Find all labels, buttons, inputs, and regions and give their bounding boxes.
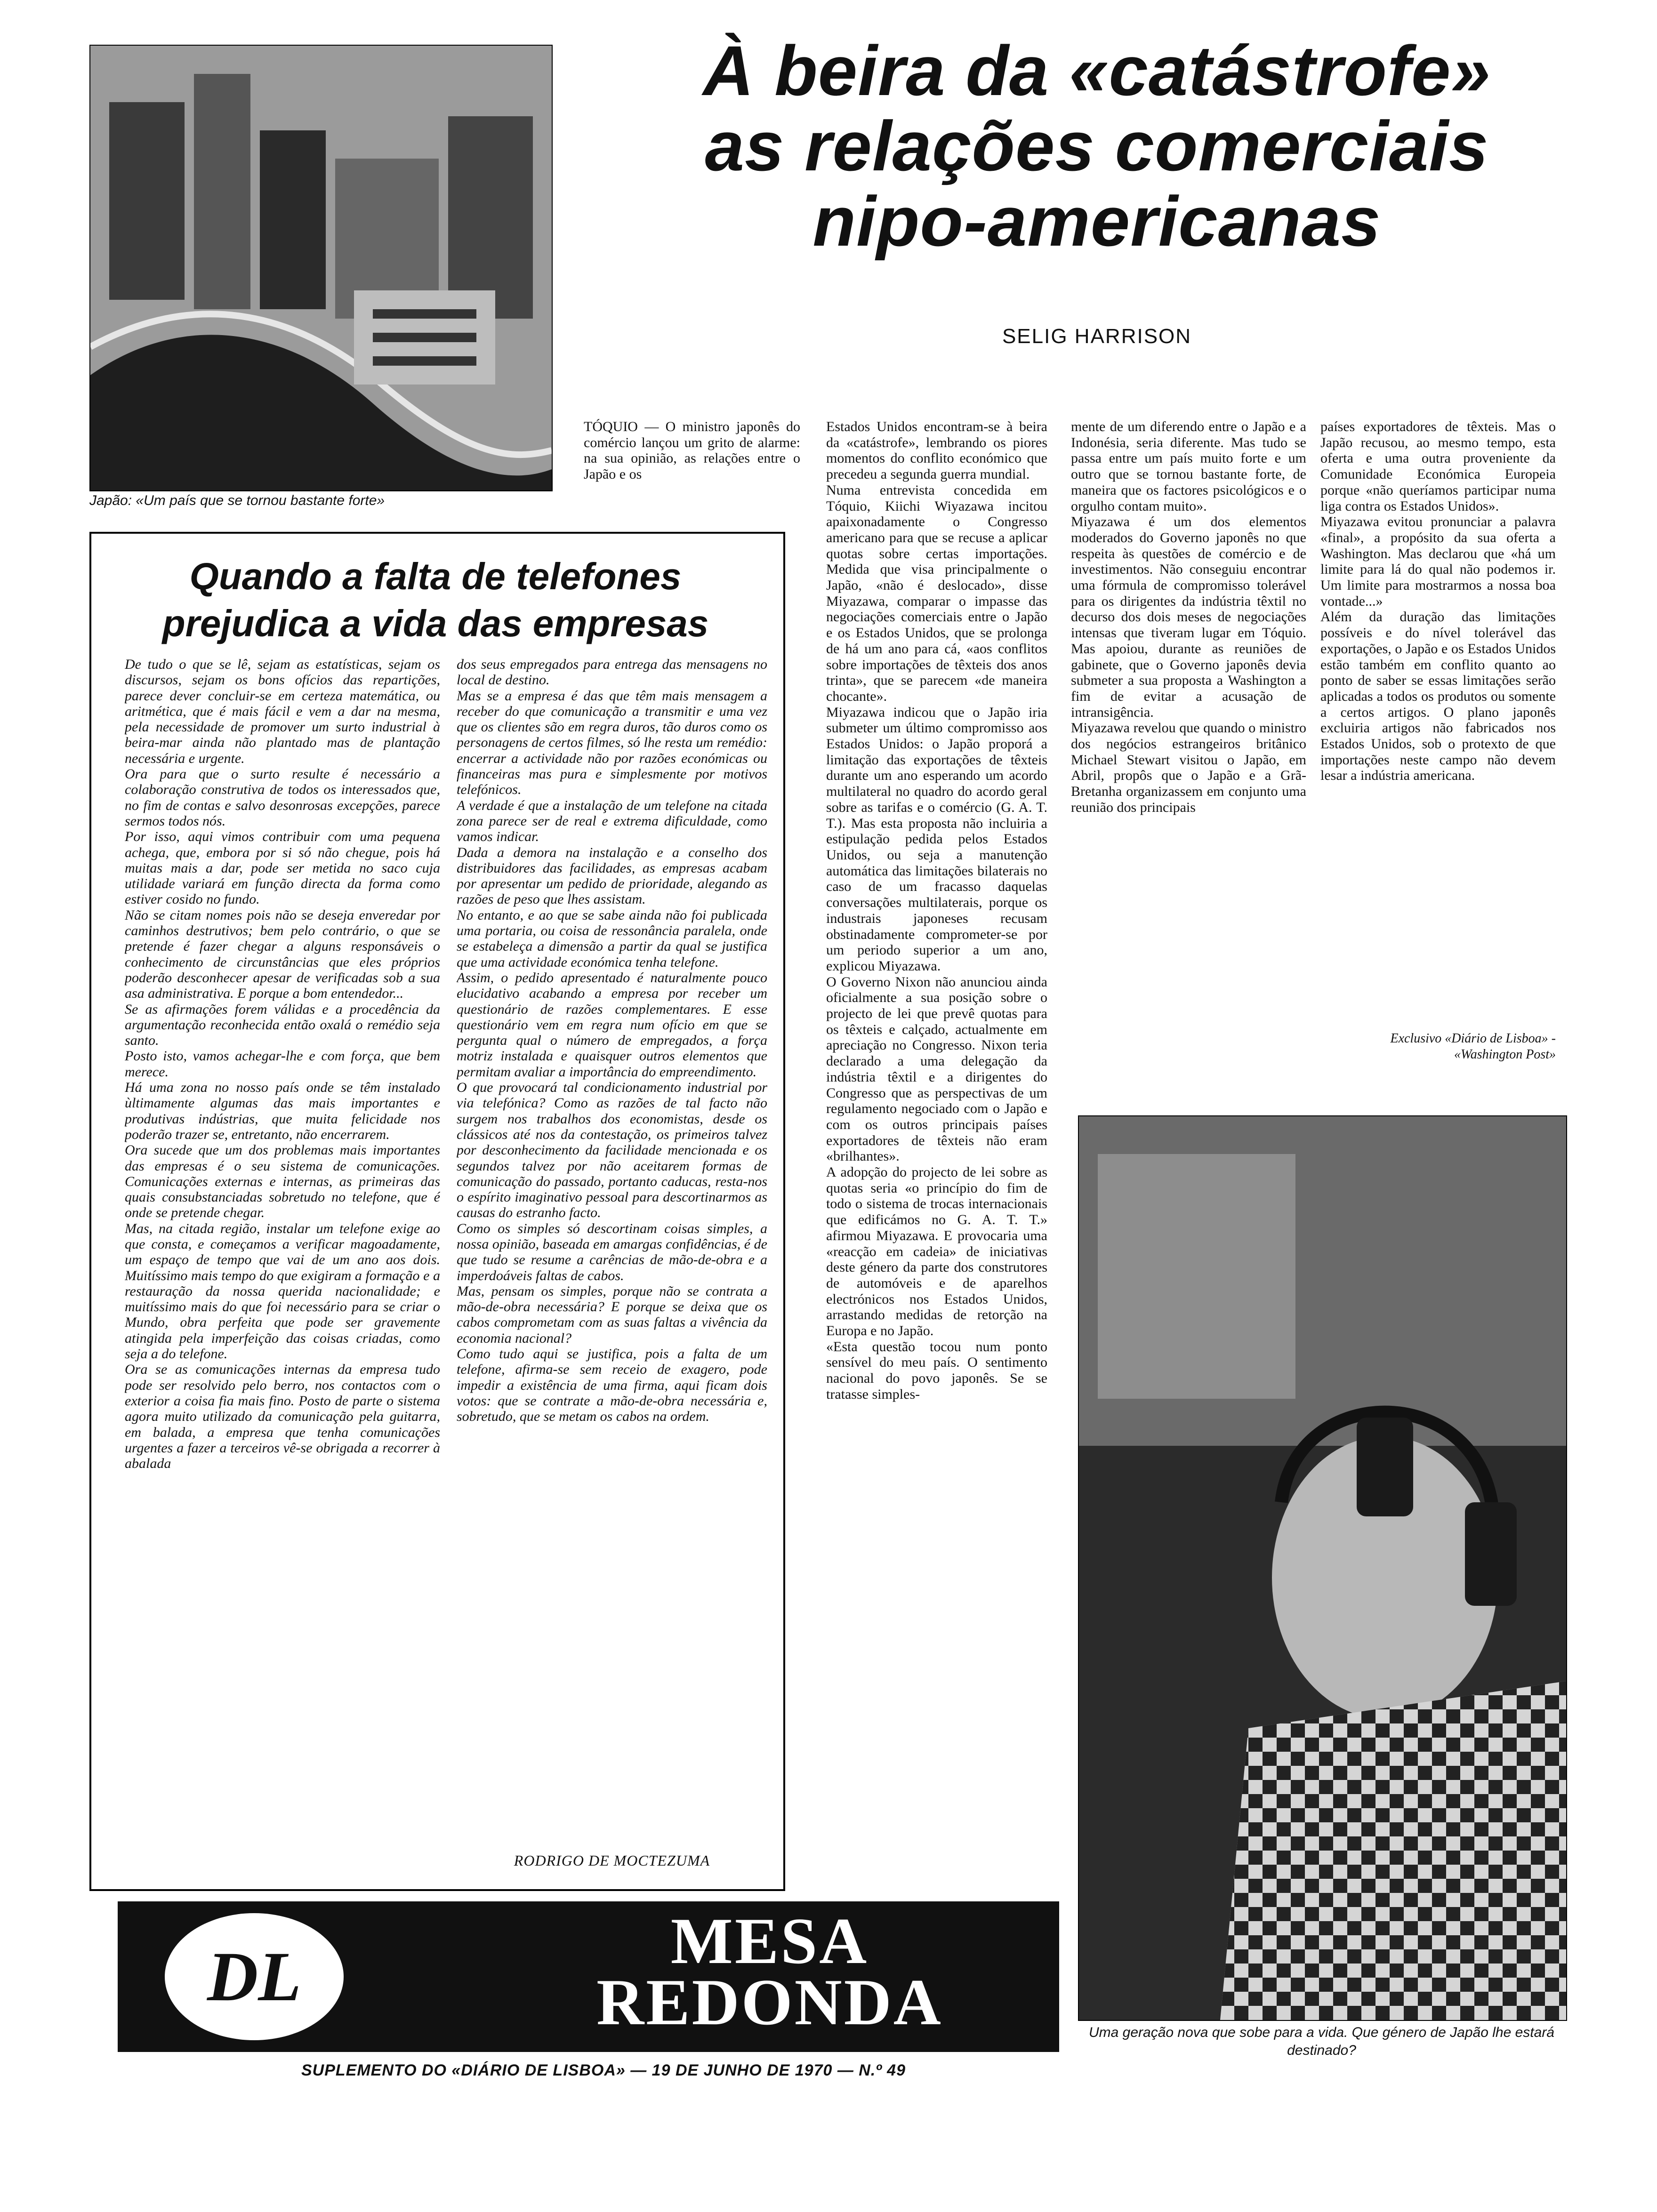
box-article-signature: RODRIGO DE MOCTEZUMA bbox=[514, 1852, 710, 1869]
supplement-footer: SUPLEMENTO DO «DIÁRIO DE LISBOA» — 19 DE JUNHO DE 1970 — N.º 49 bbox=[301, 2061, 906, 2079]
masthead-title-line-2: REDONDA bbox=[596, 1966, 943, 2039]
box-title-line-2: prejudica a vida das empresas bbox=[162, 602, 709, 644]
main-article-col-3: mente de um diferendo entre o Japão e a Indonésia, seria diferente. Mas tudo se passa entre um país muito forte e um outro que se tornou bastante forte, de maneira que os factores psicológicos e o orgulho contam muito». Miyazawa é um dos elementos moderados do Governo japonês no que respeita às questões de comércio e de investimentos. Não conseguiu encontrar uma fórmula de compromisso tolerável para os dirigentes da indústria têxtil no decurso dos dois meses de negociações intensas que tiveram lugar em Tóquio. Mas apoiou, durante as reuniões de gabinete, que o Governo japonês devia submeter a sua proposta a Washington a fim de evitar a acusação de intransigência. Miyazawa revelou que quando o ministro dos negócios estrangeiros britânico Michael Stewart visitou o Japão, em Abril, propôs que o Japão e a Grã-Bretanha organizassem em conjunto uma reunião dos principais bbox=[1071, 419, 1306, 815]
main-article-col-4: países exportadores de têxteis. Mas o Japão recusou, ao mesmo tempo, esta oferta e uma outra proveniente da Comunidade Económica Europeia porque «não queríamos participar numa liga contra os Estados Unidos». Miyazawa evitou pronunciar a palavra «final», a propósito da sua oferta a Washington. Mas declarou que «há um limite para lá do qual não podemos ir. Um limite para mostrarmos a nossa boa vontade...» Além da duração das limitações possíveis e do nível tolerável das exportações, o Japão e os Estados Unidos estão também em conflito quanto ao ponto de saber se essas limitações serão aplicadas a todos os produtos ou somente a certos artigos. O plano japonês excluiria artigos não fabricados nos Estados Unidos, sob o protexto de que importações neste campo não devem lesar a indústria americana. bbox=[1320, 419, 1556, 784]
masthead-title-line-1: MESA bbox=[670, 1905, 869, 1978]
box-title-line-1: Quando a falta de telefones bbox=[189, 555, 682, 597]
box-article-col-2: dos seus empregados para entrega das mensagens no local de destino. Mas se a empresa é das que têm mais mensagem a receber do que comunicação a transmitir e uma vez que os clientes são em regra duros, tão duros como os personagens de certos filmes, só lhe resta um remédio: encerrar a actividade não por razões económicas ou financeiras mas pura e simplesmente por motivos telefónicos. A verdade é que a instalação de um telefone na citada zona parece ser de real e extrema dificuldade, como vamos indicar. Dada a demora na instalação e a conselho dos distribuidores das facilidades, as empresas acabam por apresentar um pedido de prioridade, alegando as razões de peso que lhes assistam. No entanto, e ao que se sabe ainda não foi publicada uma portaria, ou coisa de ressonância paralela, onde se estabeleça a dimensão a partir da qual se justifica que uma actividade económica tenha telefone. Assim, o pedido apresentado é naturalmente pouco elucidativo acabando a empresa por receber um questionário de razões complementares. E esse questionário vem em regra num ofício em que se pergunta qual o número de empregados, a força motriz instalada e quaisquer outros elementos que permitam avaliar a importância do empreendimento. O que provocará tal condicionamento industrial por via telefónica? Como as razões de tal facto não surgem nos trabalhos dos economistas, desde os clássicos até nos da contestação, os primeiros talvez por desconhecimento da facilidade mencionada e os segundos talvez por não aceitarem formas de comunicação do passado, portanto caducas, resta-nos o espírito imaginativo pessoal para descortinarmos as causas do estranho facto. Como os simples só descortinam coisas simples, a nossa opinião, baseada em amargas confidências, é de que tudo se resume a carências de mão-de-obra e a imperdoáveis faltas de cabos. Mas, pensam os simples, porque não se contrata a mão-de-obra necessária? E porque se deixa que os cabos comprometam com as suas faltas a vivência da economia nacional? Como tudo aqui se justifica, pois a falta de um telefone, afirma-se sem receio de exagero, pode impedir a existência de uma firma, aqui ficam dois votos: que se contrate a mão-de-obra necessária e, sobretudo, que se metam os cabos na ordem. bbox=[457, 657, 767, 1425]
city-photo-shapes bbox=[90, 46, 552, 490]
box-article-col-1: De tudo o que se lê, sejam as estatísticas, sejam os discursos, sejam os bons ofícios das repartições, parece dever concluir-se em certeza matemática, ou aritmética, que é mais fácil e vem a dar na mesma, pela necessidade de promover um surto industrial à beira-mar ainda não plantado mas de plantação necessária e urgente. Ora para que o surto resulte é necessário a colaboração construtiva de todos os interessados que, no fim de contas e salvo desonrosas excepções, parece sermos todos nós. Por isso, aqui vimos contribuir com uma pequena achega, que, embora por si só não chegue, pois há muitas mais a dar, pode ser metida no saco cuja utilidade variará em função directa da forma como estiver cosido no fundo. Não se citam nomes pois não se deseja enveredar por caminhos destrutivos; bem pelo contrário, o que se pretende é fazer chegar a alguns responsáveis o conhecimento de circunstâncias que eles próprios poderão desconhecer apesar de verificadas sob a sua asa administrativa. E porque a bom entendedor... Se as afirmações forem válidas e a procedência da argumentação reconhecida então oxalá o remédio seja santo. Posto isto, vamos achegar-lhe e com força, que bem merece. Há uma zona no nosso país onde se têm instalado ùltimamente algumas das mais importantes e produtivas indústrias, que muita felicidade nos poderão trazer se, entretanto, não encerrarem. Ora sucede que um dos problemas mais importantes das empresas é o seu sistema de comunicações. Comunicações externas e internas, as primeiras das quais consubstanciadas sobretudo no telefone, que é onde se pretende chegar. Mas, na citada região, instalar um telefone exige ao que consta, e começamos a verificar magoadamente, um espaço de tempo que vai de um ano aos dois. Muitíssimo mais tempo do que exigiram a formação e a restauração da nossa querida nacionalidade; e muitíssimo mais do que foi necessário para se criar o Mundo, obra perfeita que pode ser gravemente atingida pela imperfeição das coisas criadas, como seja a do telefone. Ora se as comunicações internas da empresa tudo pode ser resolvido pelo berro, nos contactos com o exterior a coisa fia mais fino. Posto de parte o sistema agora muito utilizado da comunicação pela guitarra, em balada, a empresa que tenha comunicações urgentes a fazer a terceiros vê-se obrigada a recorrer à abalada bbox=[125, 657, 440, 1472]
main-article-col-2: Estados Unidos encontram-se à beira da «catástrofe», lembrando os piores momentos do conflito económico que precedeu a segunda guerra mundial. Numa entrevista concedida em Tóquio, Kiichi Wiyazawa incitou apaixonadamente o Congresso americano para que se recuse a aplicar quotas sobre certas importações. Medida que visa principalmente o Japão, «não é deslocado», disse Miyazawa, comparar o impasse das negociações comerciais entre o Japão e os Estados Unidos, que se prolonga de há um ano para cá, «aos conflitos sobre importações de têxteis dos anos trinta», que se parecem «de maneira chocante». Miyazawa indicou que o Japão iria submeter um último compromisso aos Estados Unidos: o Japão proporá a limitação das exportações de têxteis durante um ano esperando um acordo multilateral no quadro do acordo geral sobre as tarifas e o comércio (G. A. T. T.). Mas esta proposta não incluiria a estipulação pedida pelos Estados Unidos, ou seja a manutenção automática das limitações bilaterais no caso de um fracasso daquelas conversações multilaterais, porque os industrais japoneses recusam obstinadamente comprometer-se por um periodo superior a um ano, explicou Miyazawa. O Governo Nixon não anunciou ainda oficialmente a sua posição sobre o projecto de lei que prevê quotas para os têxteis e calçado, actualmente em apreciação no Congresso. Nixon teria declarado a uma delegação da indústria têxtil e a dirigentes do Congresso que as perspectivas de um regulamento negociado com o Japão e com os outros principais países exportadores de têxteis não eram «brilhantes». A adopção do projecto de lei sobre as quotas seria «o princípio do fim de todo o sistema de trocas internacionais que edificámos no G. A. T. T.» afirmou Miyazawa. E provocaria uma «reacção em cadeia» de iniciativas deste género da parte dos construtores de automóveis e de aparelhos electrónicos nos Estados Unidos, arrastando medidas de retorção na Europa e no Japão. «Esta questão tocou num ponto sensível do meu país. O sentimento nacional do povo japonês. Se se tratasse simples- bbox=[826, 419, 1047, 1402]
exclusive-note: Exclusivo «Diário de Lisboa» - «Washington Post» bbox=[1390, 1031, 1556, 1062]
boy-headphones-photo bbox=[1078, 1115, 1567, 2021]
masthead-title bbox=[499, 1905, 1040, 2039]
main-headline bbox=[579, 33, 1615, 259]
boy-photo-shapes bbox=[1079, 1116, 1566, 2020]
dl-logo: DL bbox=[165, 1913, 344, 2040]
headline-line-1: À beira da «catástrofe» bbox=[703, 31, 1491, 110]
boy-photo-caption: Uma geração nova que sobe para a vida. Que género de Japão lhe estará destinado? bbox=[1088, 2025, 1554, 2058]
headline-line-2: as relações comerciais bbox=[705, 106, 1489, 185]
box-article-title bbox=[104, 553, 767, 647]
city-photo-caption: Japão: «Um país que se tornou bastante forte» bbox=[89, 493, 385, 508]
main-article-col-1: TÓQUIO — O ministro japonês do comércio lançou um grito de alarme: na sua opinião, as relações entre o Japão e os bbox=[584, 419, 800, 482]
headline-line-3: nipo-americanas bbox=[812, 182, 1381, 261]
byline: SELIG HARRISON bbox=[1002, 325, 1192, 348]
japan-city-photo bbox=[89, 45, 553, 491]
